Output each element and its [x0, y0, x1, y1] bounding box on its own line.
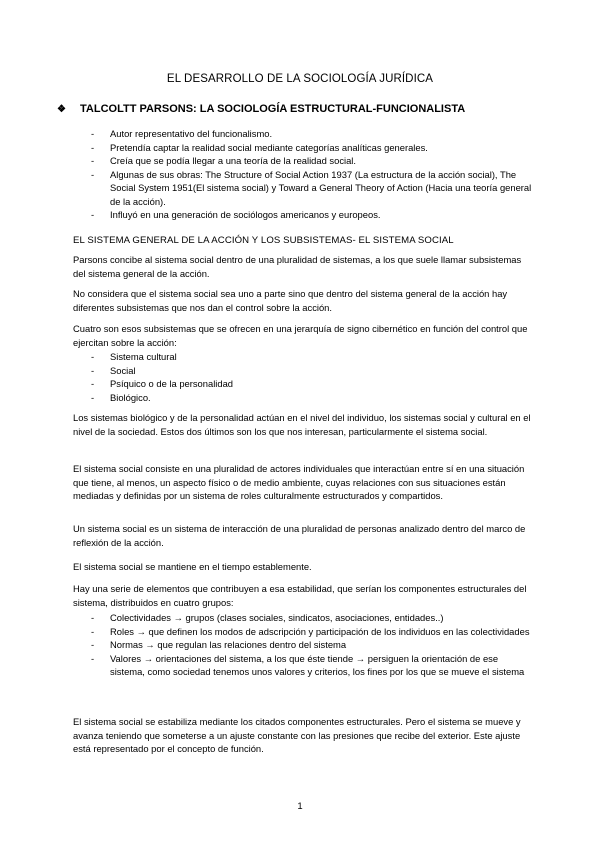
section-heading — [57, 103, 465, 115]
intro-list — [73, 127, 535, 222]
list-item: - Social — [73, 364, 533, 378]
list-item: - Autor representativo del funcionalismo. — [73, 127, 535, 141]
components-list — [73, 611, 533, 679]
subsystems-list — [73, 350, 533, 404]
list-item: - Biológico. — [73, 391, 533, 405]
components-block — [73, 611, 533, 679]
paragraph: Parsons concibe al sistema social dentro de una pluralidad de sistemas, a los que suele llamar subsistemas del sistema general de la acción. — [73, 254, 522, 279]
list-item: - Sistema cultural — [73, 350, 533, 364]
diamond-bullet-icon: ❖ — [57, 103, 66, 115]
paragraph: El sistema social consiste en una pluralidad de actores individuales que interactúan entre sí en una situación que tiene, al menos, un aspecto físico o de medio ambiente, cuyas relaciones con sus situaciones están mediadas y definidas por un sistema de roles culturalmente estructurados y compartidos. — [73, 463, 525, 501]
paragraph: Un sistema social es un sistema de interacción de una pluralidad de personas analizado dentro del marco de reflexión de la acción. — [73, 523, 526, 548]
list-item: - Algunas de sus obras: The Structure of Social Action 1937 (La estructura de la acción social), The Social System 1951(El sistema social) y Toward a General Theory of Action (Hacia una teoría general de la acción). — [73, 168, 535, 209]
document-title: EL DESARROLLO DE LA SOCIOLOGÍA JURÍDICA — [166, 73, 434, 85]
list-item: - Normas → que regulan las relaciones dentro del sistema — [73, 638, 533, 652]
intro-list-block — [73, 127, 535, 222]
list-item: - Colectividades → grupos (clases sociales, sindicatos, asociaciones, entidades..) — [73, 611, 533, 625]
subheading: EL SISTEMA GENERAL DE LA ACCIÓN Y LOS SUBSISTEMAS- EL SISTEMA SOCIAL — [73, 235, 454, 246]
section-heading-text: TALCOLTT PARSONS: LA SOCIOLOGÍA ESTRUCTURAL-FUNCIONALISTA — [80, 103, 466, 115]
paragraph: El sistema social se estabiliza mediante los citados componentes estructurales. Pero el sistema se mueve y avanza teniendo que someterse a un ajuste constante con las presiones que recibe del exterior. Este ajuste está representado por el concepto de función. — [73, 716, 521, 754]
list-item: - Creía que se podía llegar a una teoría de la realidad social. — [73, 154, 535, 168]
list-item: - Valores → orientaciones del sistema, a los que éste tiende → persiguen la orientación de ese sistema, como sociedad tenemos unos valores y criterios, los fines por los que se mueve el sistema — [73, 652, 533, 679]
list-item: - Roles → que definen los modos de adscripción y participación de los individuos en las colectividades — [73, 625, 533, 639]
subsystems-block — [73, 350, 533, 404]
list-item: - Psíquico o de la personalidad — [73, 377, 533, 391]
page-number: 1 — [297, 801, 303, 812]
paragraph: El sistema social se mantiene en el tiempo establemente. — [73, 561, 312, 572]
paragraph: Cuatro son esos subsistemas que se ofrecen en una jerarquía de signo cibernético en función del control que ejercitan sobre la acción: — [73, 323, 528, 348]
list-item: - Influyó en una generación de sociólogos americanos y europeos. — [73, 208, 535, 222]
paragraph: Los sistemas biológico y de la personalidad actúan en el nivel del individuo, los sistemas social y cultural en el nivel de la sociedad. Estos dos últimos son los que nos interesan, particularmente el sistema social. — [73, 412, 531, 437]
list-item: - Pretendía captar la realidad social mediante categorías analíticas generales. — [73, 141, 535, 155]
paragraph: No considera que el sistema social sea uno a parte sino que dentro del sistema general de la acción hay diferentes subsistemas que nos dan el control sobre la acción. — [73, 288, 508, 313]
paragraph: Hay una serie de elementos que contribuyen a esa estabilidad, que serían los componentes estructurales del sistema, distribuidos en cuatro grupos: — [73, 583, 527, 608]
